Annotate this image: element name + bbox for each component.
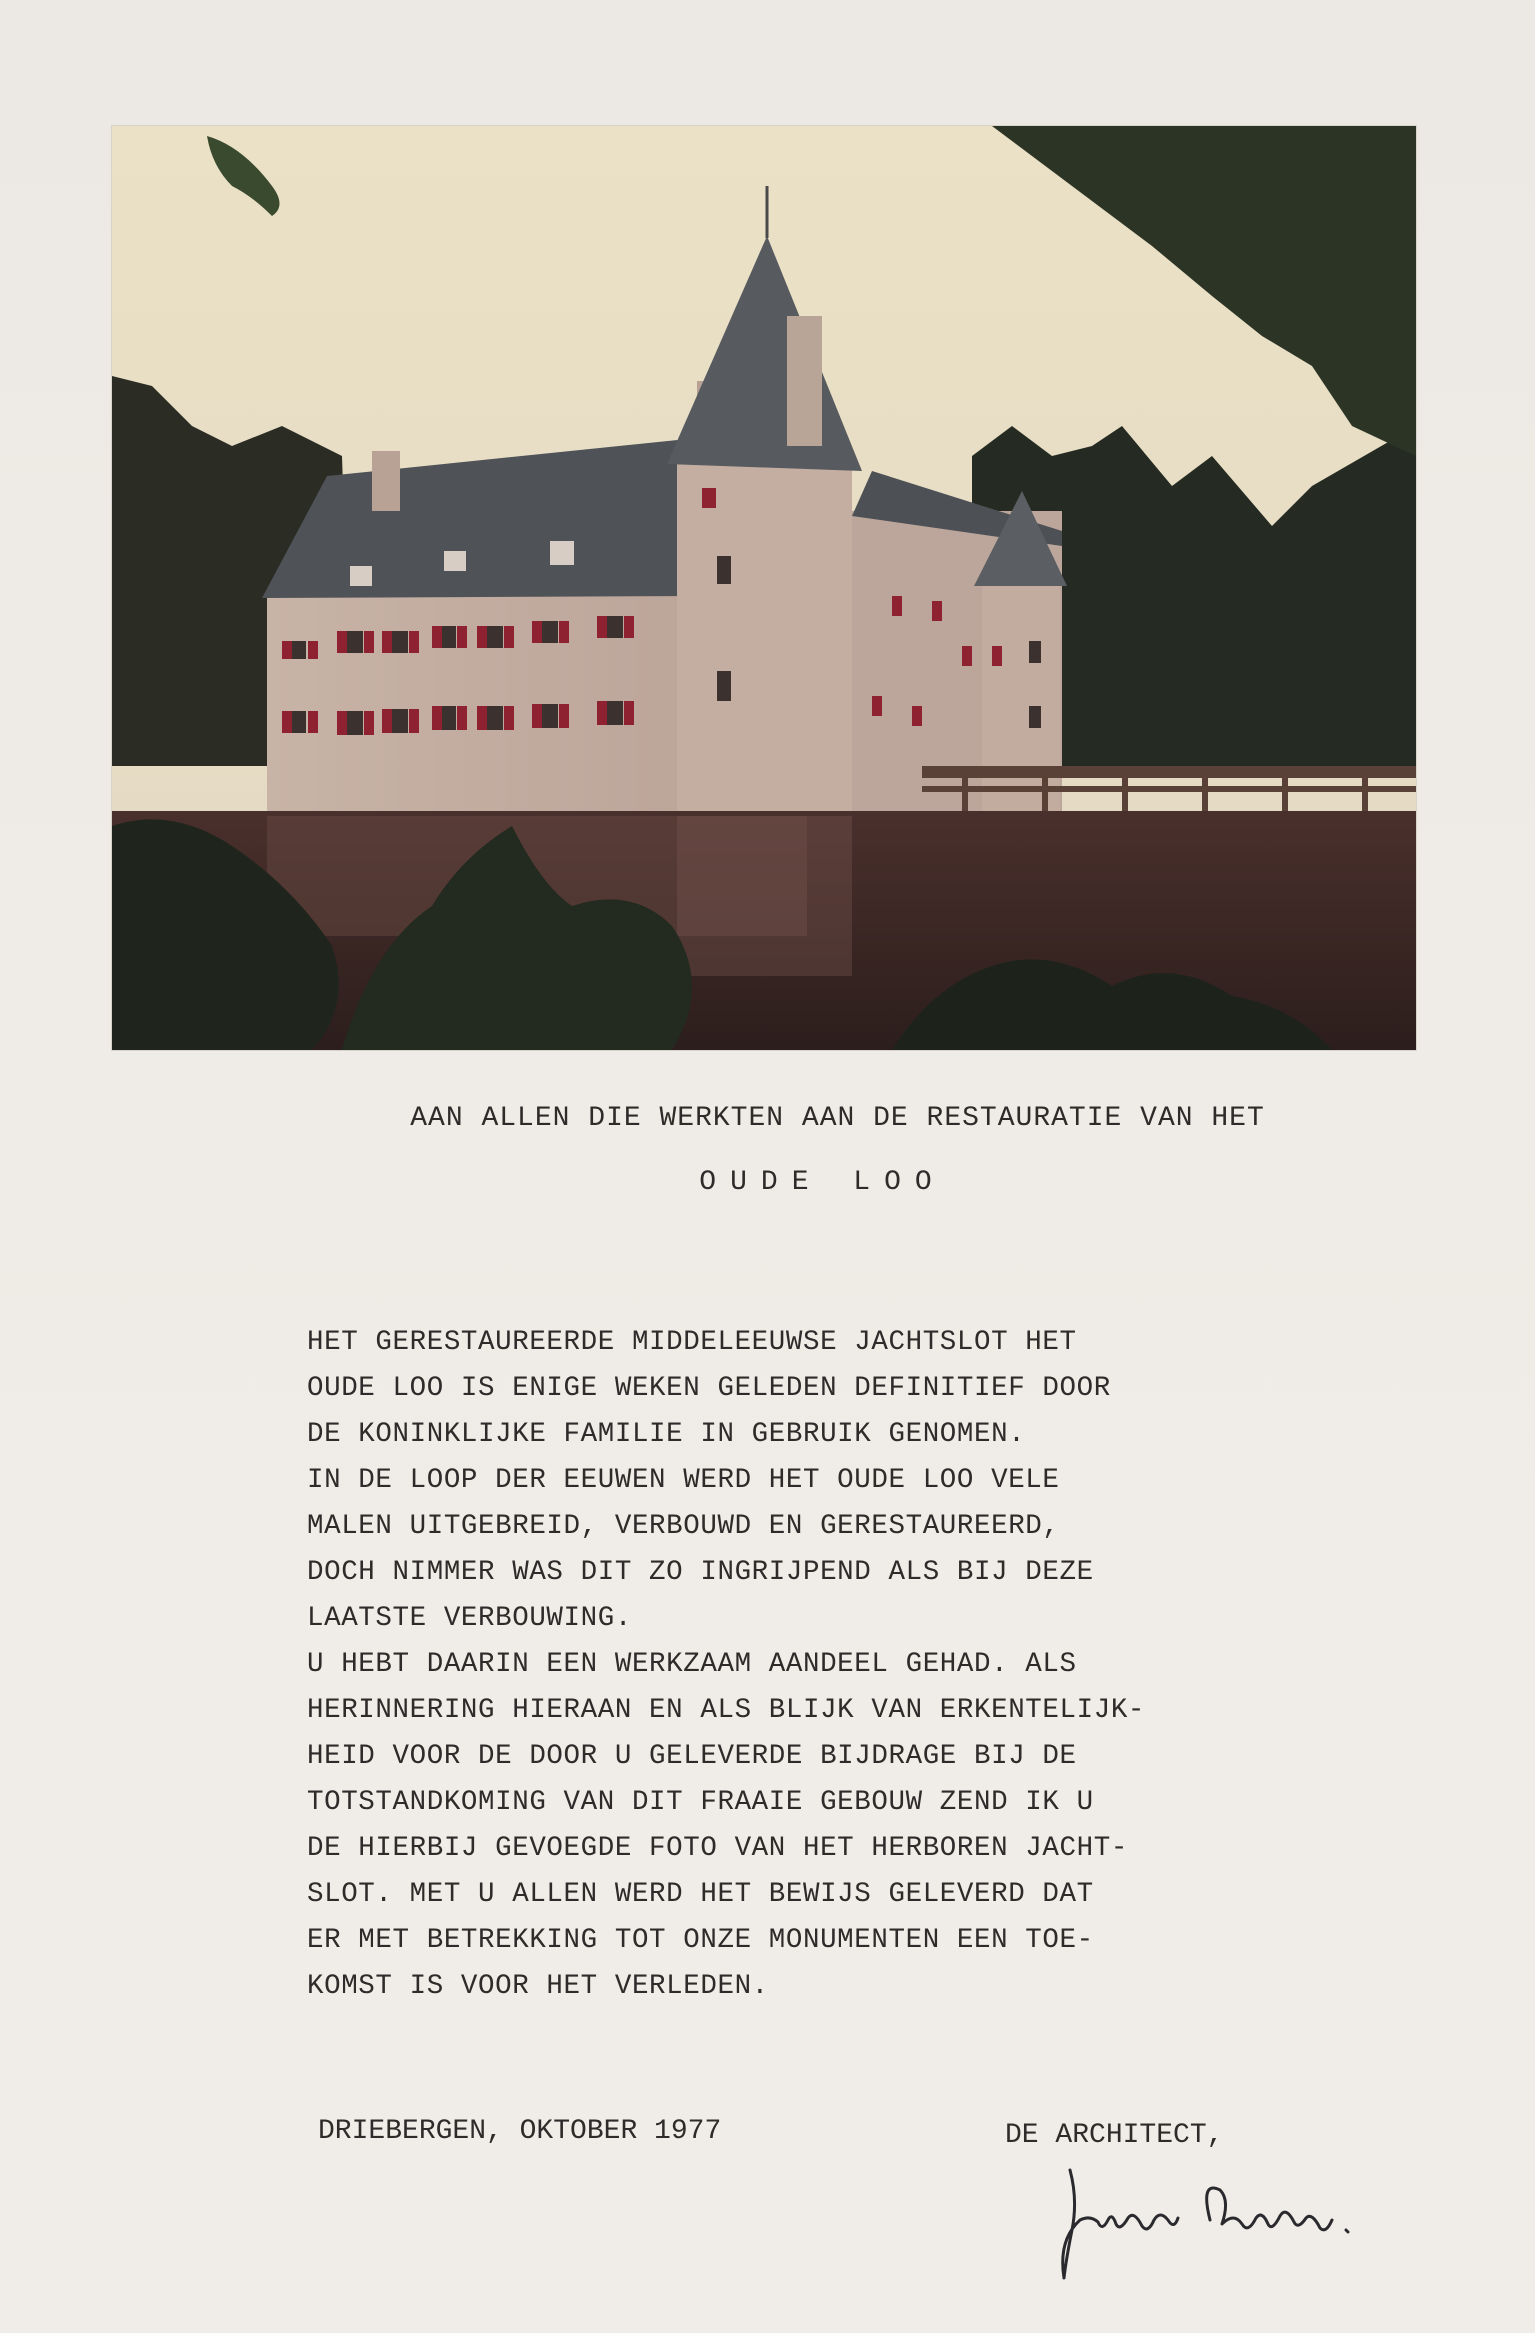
body-line: DE HIERBIJ GEVOEGDE FOTO VAN HET HERBOREN JACHT- [307, 1833, 1128, 1864]
body-line: HERINNERING HIERAAN EN ALS BLIJK VAN ERKENTELIJK- [307, 1695, 1146, 1726]
body-line: ER MET BETREKKING TOT ONZE MONUMENTEN EEN TOE- [307, 1925, 1094, 1956]
body-line: IN DE LOOP DER EEUWEN WERD HET OUDE LOO VELE [307, 1465, 1060, 1496]
castle-photo-illustration [112, 126, 1416, 1050]
body-line: KOMST IS VOOR HET VERLEDEN. [307, 1971, 769, 2002]
tower-chimney [787, 316, 822, 446]
body-line: HET GERESTAUREERDE MIDDELEEUWSE JACHTSLOT HET [307, 1327, 1077, 1358]
body-line: U HEBT DAARIN EEN WERKZAAM AANDEEL GEHAD. ALS [307, 1649, 1077, 1680]
body-line: MALEN UITGEBREID, VERBOUWD EN GERESTAUREERD, [307, 1511, 1060, 1542]
body-line: DE KONINKLIJKE FAMILIE IN GEBRUIK GENOMEN. [307, 1419, 1026, 1450]
body-line: OUDE LOO IS ENIGE WEKEN GELEDEN DEFINITIEF DOOR [307, 1373, 1111, 1404]
body-line: SLOT. MET U ALLEN WERD HET BEWIJS GELEVERD DAT [307, 1879, 1094, 1910]
chimney-left [372, 451, 400, 511]
body-line: LAATSTE VERBOUWING. [307, 1603, 632, 1634]
main-tower [677, 456, 852, 828]
castle-photo [112, 126, 1416, 1050]
dedication-heading: AAN ALLEN DIE WERKTEN AAN DE RESTAURATIE VAN HET [410, 1103, 1265, 1134]
architect-title: DE ARCHITECT, [1005, 2120, 1224, 2151]
signature [1050, 2160, 1380, 2290]
castle-name-heading: OUDE LOO [699, 1167, 946, 1198]
tower-reflection [677, 816, 852, 976]
body-line: DOCH NIMMER WAS DIT ZO INGRIJPEND ALS BIJ DEZE [307, 1557, 1094, 1588]
body-line: HEID VOOR DE DOOR U GELEVERDE BIJDRAGE BIJ DE [307, 1741, 1077, 1772]
letter-body [307, 1320, 1287, 2010]
body-line: TOTSTANDKOMING VAN DIT FRAAIE GEBOUW ZEND IK U [307, 1787, 1094, 1818]
place-date: DRIEBERGEN, OKTOBER 1977 [318, 2116, 722, 2147]
